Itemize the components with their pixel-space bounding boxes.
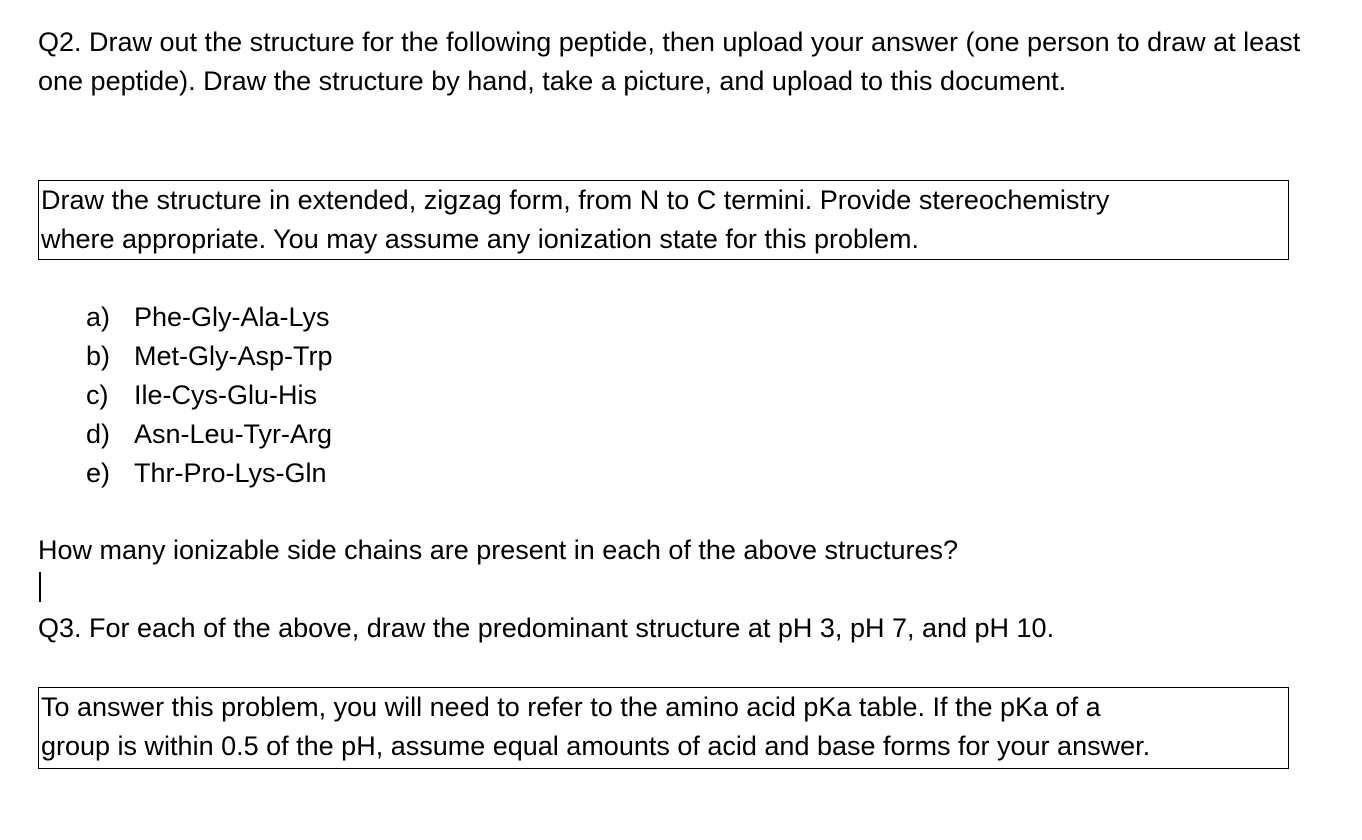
- peptide-letter: a): [86, 302, 111, 332]
- pka-instruction-box: [38, 687, 1289, 769]
- pka-line-1: To answer this problem, you will need to refer to the amino acid pKa table. If the pKa of a: [41, 692, 1101, 722]
- peptide-letter: c): [86, 380, 109, 410]
- peptide-sequence: Thr-Pro-Lys-Gln: [134, 458, 327, 488]
- peptide-letter: d): [86, 419, 111, 449]
- peptide-item-d: [86, 415, 333, 454]
- peptide-letter: e): [86, 458, 111, 488]
- instruction-box: [38, 180, 1289, 260]
- peptide-sequence: Phe-Gly-Ala-Lys: [134, 302, 330, 332]
- pka-line-2: group is within 0.5 of the pH, assume equal amounts of acid and base forms for your answer.: [41, 731, 1151, 761]
- peptide-sequence: Met-Gly-Asp-Trp: [134, 341, 333, 371]
- q3-prompt: Q3. For each of the above, draw the predominant structure at pH 3, pH 7, and pH 10.: [38, 613, 1055, 643]
- ionizable-question: How many ionizable side chains are present in each of the above structures?: [38, 535, 959, 565]
- peptide-sequence: Asn-Leu-Tyr-Arg: [134, 419, 333, 449]
- instruction-line-2: where appropriate. You may assume any ionization state for this problem.: [41, 224, 919, 254]
- text-cursor[interactable]: [39, 572, 41, 602]
- peptide-item-b: [86, 337, 333, 376]
- peptide-letter: b): [86, 341, 111, 371]
- q2-prompt: Q2. Draw out the structure for the following peptide, then upload your answer (one person to draw at least one peptide). Draw the structure by hand, take a picture, and upload to this document.: [38, 27, 1301, 96]
- peptide-item-e: [86, 454, 333, 493]
- peptide-list: [86, 298, 333, 493]
- peptide-item-a: [86, 298, 333, 337]
- peptide-item-c: [86, 376, 333, 415]
- peptide-sequence: Ile-Cys-Glu-His: [134, 380, 318, 410]
- instruction-line-1: Draw the structure in extended, zigzag form, from N to C termini. Provide stereochemistry: [41, 185, 1110, 215]
